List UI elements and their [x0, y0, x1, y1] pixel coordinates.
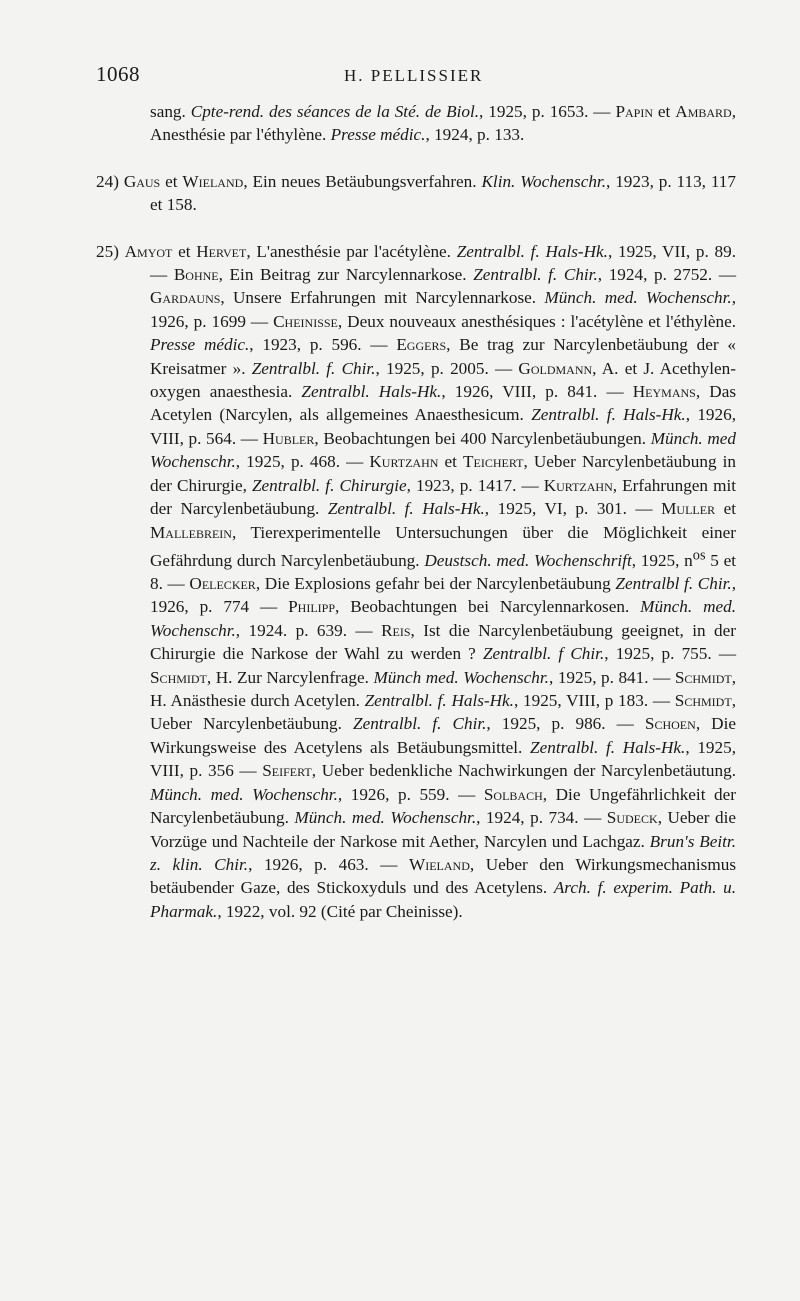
reference-text: Amyot et Hervet, L'anesthésie par l'acétylène. Zentralbl. f. Hals-Hk., 1925, VII, p. 89. — Bohne, Ein Beitrag zur Narcylennarkose. Zentralbl. f. Chir., 1924, p. 2752. — Gardauns, Unsere Erfahrungen mit Narcylennarkose. Münch. med. Wochenschr., 1926, p. 1699 — Cheinisse, Deux nouveaux anesthésiques : l'acétylène et l'éthylène. Presse médic., 1923, p. 596. — Eggers, Be trag zur Narcylenbetäubung der « Kreisatmer ». Zentralbl. f. Chir., 1925, p. 2005. — Goldmann, A. et J. Acethylen-oxygen anaesthesia. Zentralbl. Hals-Hk., 1926, VIII, p. 841. — Heymans, Das Acetylen (Narcylen, als allgemeines Anaesthesicum. Zentralbl. f. Hals-Hk., 1926, VIII, p. 564. — Hubler, Beobachtungen bei 400 Narcylenbetäubungen. Münch. med Wochenschr., 1925, p. 468. — Kurtzahn et Teichert, Ueber Narcylenbetäubung in der Chirurgie, Zentralbl. f. Chirurgie, 1923, p. 1417. — Kurtzahn, Erfahrungen mit der Narcylenbetäubung. Zentralbl. f. Hals-Hk., 1925, VI, p. 301. — Muller et Mallebrein, Tierexperimentelle Untersuchungen über die Möglichkeit einer Gefährdung durch Narcylenbetäubung. Deustsch. med. Wochenschrift, 1925, $n^{os}$ 5 et 8. — Oelecker, Die Explosions gefahr bei der Narcylenbetäubung Zentralbl f. Chir., 1926, p. 774 — Philipp, Beobachtungen bei Narcylennarkosen. Münch. med. Wochenschr., 1924. p. 639. — Reis, Ist die Narcylenbetäubung geeignet, in der Chirurgie die Narkose der Wahl zu werden ? Zentralbl. f Chir., 1925, p. 755. — Schmidt, H. Zur Narcylenfrage. Münch med. Wochenschr., 1925, p. 841. — Schmidt, H. Anästhesie durch Acetylen. Zentralbl. f. Hals-Hk., 1925, VIII, p 183. — Schmidt, Ueber Narcylenbetäubung. Zentralbl. f. Chir., 1925, p. 986. — Schoen, Die Wirkungsweise des Acetylens als Betäubungsmittel. Zentralbl. f. Hals-Hk., 1925, VIII, p. 356 — Seifert, Ueber bedenkliche Nachwirkungen der Narcylenbetäutung. Münch. med. Wochenschr., 1926, p. 559. — Solbach, Die Ungefährlichkeit der Narcylenbetäubung. Münch. med. Wochenschr., 1924, p. 734. — Sudeck, Ueber die Vorzüge und Nachteile der Narkose mit Aether, Narcylen und Lachgaz. Brun's Beitr. z. klin. Chir., 1926, p. 463. — Wieland, Ueber den Wirkungsmechanismus betäubender Gaze, des Stickoxyduls und des Acetylens. Arch. f. experim. Path. u. Pharmak., 1922, vol. 92 (Cité par Cheinisse). — [124, 241, 737, 921]
spacer — [96, 217, 736, 240]
reference-text: Gaus et Wieland, Ein neues Betäubungsverfahren. Klin. Wochenschr., 1923, p. 113, 117 et 158. — [123, 171, 736, 215]
reference-24 — [96, 170, 736, 217]
reference-number: 24) — [96, 171, 119, 191]
page-number: 1068 — [96, 62, 140, 86]
reference-number: 25) — [96, 241, 119, 261]
running-head — [96, 62, 736, 92]
spacer — [96, 147, 736, 170]
running-head-author: H. PELLISSIER — [344, 66, 484, 85]
reference-continuation: sang. Cpte-rend. des séances de la Sté. de Biol., 1925, p. 1653. — Papin et Ambard, Anesthésie par l'éthylène. Presse médic., 1924, p. 133. — [150, 102, 737, 145]
reference-list — [96, 100, 736, 923]
reference-25 — [96, 240, 736, 924]
